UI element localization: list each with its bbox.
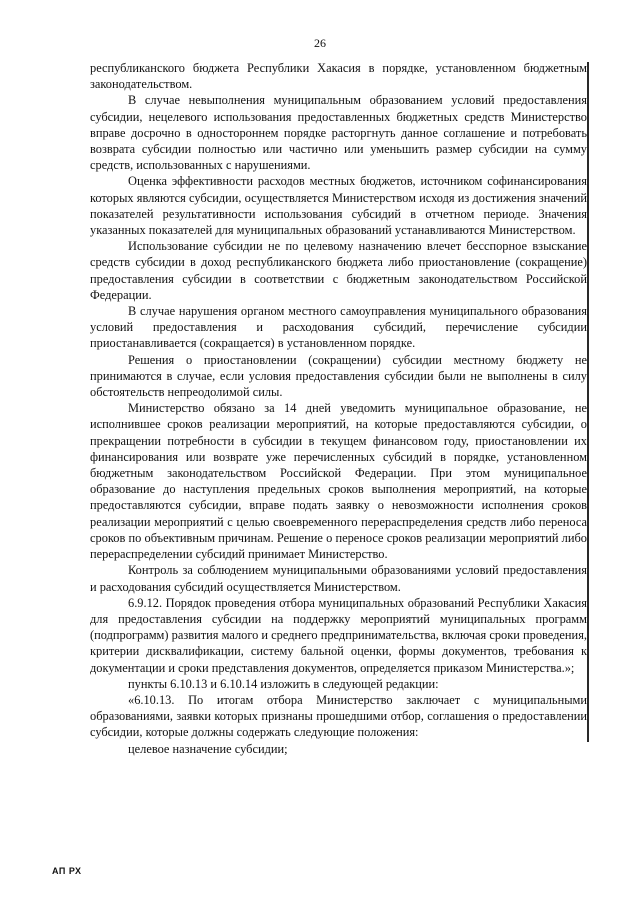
paragraph-3: Оценка эффективности расходов местных бюджетов, источником софинансирования которых являются субсидии, осуществляется Министерством исходя из достижения значений показателей результативности использования субсидий в отчетном периоде. Значения указанных показателей для муниципальных образований устанавливаются Министерством. — [90, 174, 587, 238]
paragraph-11: «6.10.13. По итогам отбора Министерство заключает с муниципальными образованиями, заявки которых признаны прошедшими отбор, соглашения о предоставлении субсидии, которые должны содержать следующие положения: — [90, 692, 587, 740]
paragraph-10: пункты 6.10.13 и 6.10.14 изложить в следующей редакции: — [128, 676, 439, 691]
paragraph-6: Решения о приостановлении (сокращении) субсидии местному бюджету не принимаются в случае, если условия предоставления субсидии были не выполнены в силу обстоятельств непреодолимой силы. — [90, 352, 587, 400]
paragraph-4: Использование субсидии не по целевому назначению влечет бесспорное взыскание средств субсидии в доход республиканского бюджета либо приостановление (сокращение) предоставления субсидии в соответствии с бюджетным законодательством Российской Федерации. — [90, 239, 587, 302]
paragraph-8: Контроль за соблюдением муниципальными образованиями условий предоставления и расходования субсидий осуществляется Министерством. — [90, 563, 587, 594]
scan-edge-line — [587, 62, 589, 742]
paragraph-5: В случае нарушения органом местного самоуправления муниципального образования условий предоставления и расходования субсидий, перечисление субсидии приостанавливается (сокращается) в установленном порядке. — [90, 304, 587, 351]
paragraph-1: республиканского бюджета Республики Хакасия в порядке, установленном бюджетным законодательством. — [90, 61, 587, 92]
paragraph-2: В случае невыполнения муниципальным образованием условий предоставления субсидии, нецелевого использования предоставленных бюджетных средств Министерство вправе досрочно в одностороннем порядке расторгнуть данное соглашение и потребовать возврата субсидии полностью или частично или уменьшить размер субсидии на сумму средств, использованных с нарушениями. — [90, 93, 587, 173]
paragraph-7: Министерство обязано за 14 дней уведомить муниципальное образование, не исполнившее сроков реализации мероприятий, на которые предоставляются субсидии, о прекращении потребности в субсидии в текущем финансовом году, приостановлении их финансирования или возврате уже перечисленных субсидий в порядке, установленном бюджетным законодательством Российской Федерации. При этом муниципальное образование до наступления предельных сроков выполнения мероприятий, на которые предоставляются субсидии, вправе подать заявку о невозможности исполнения сроков реализации мероприятий с целью своевременного перераспределения средств либо переноса сроков по объективным причинам. Решение о переносе сроков реализации мероприятий либо перераспределении субсидий принимает Министерство. — [90, 401, 587, 562]
paragraph-9: 6.9.12. Порядок проведения отбора муниципальных образований Республики Хакасия для предоставления субсидии на поддержку мероприятий муниципальных программ (подпрограмм) развития малого и среднего предпринимательства, включая сроки проведения, критерии дисквалификации, систему бальной оценки, формы документов, требования к документации и сроки представления документов, определяется приказом Министерства.»; — [90, 595, 587, 675]
page-number: 26 — [314, 36, 326, 50]
document-body — [90, 60, 587, 757]
footer-code: АП РХ — [52, 866, 82, 876]
paragraph-12: целевое назначение субсидии; — [128, 741, 288, 756]
